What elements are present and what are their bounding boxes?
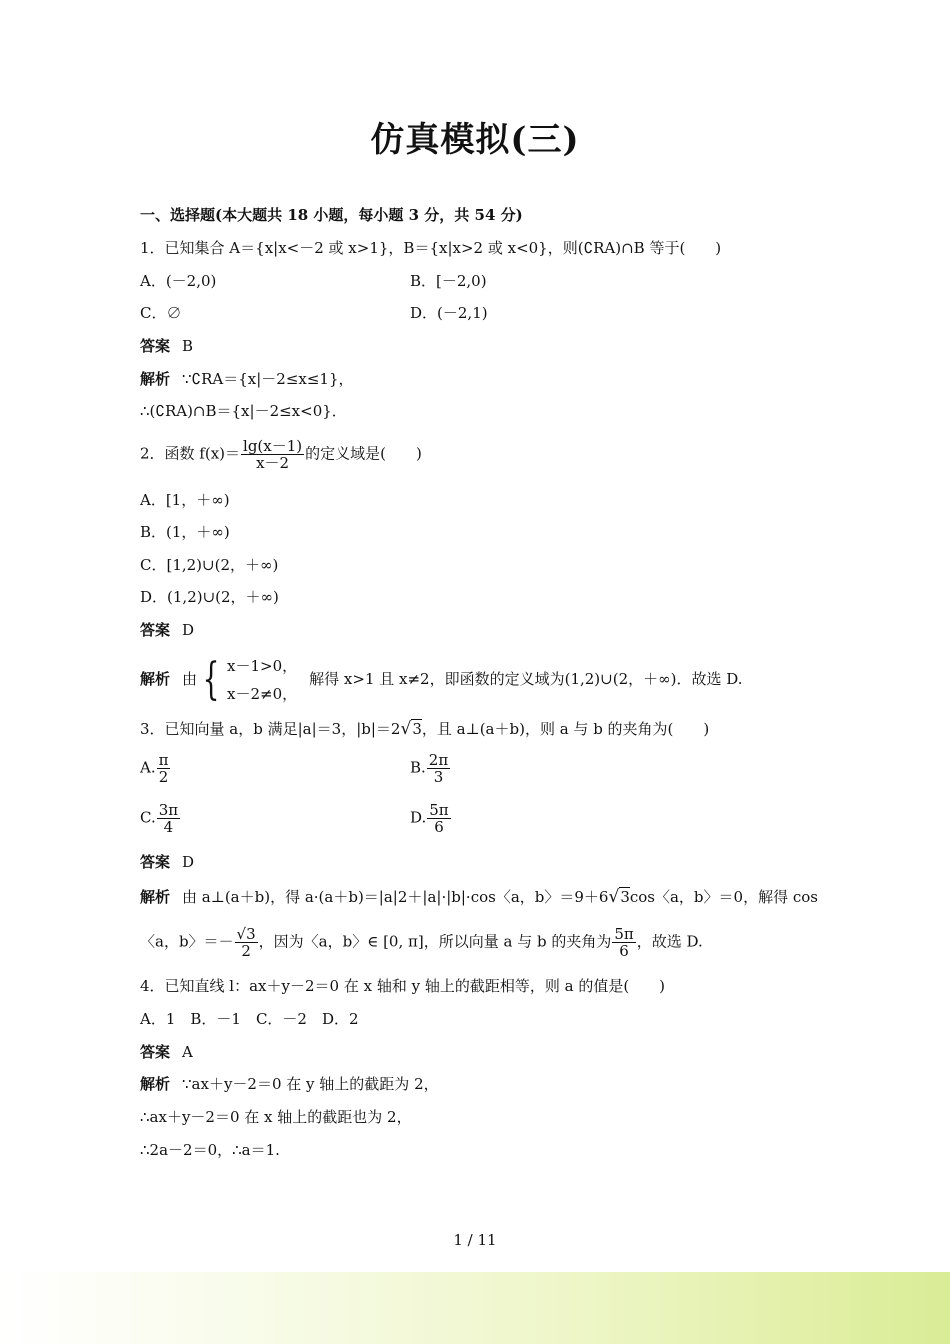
answer-value: A bbox=[182, 1043, 193, 1061]
q3-answer bbox=[140, 851, 194, 873]
analysis-fraction bbox=[612, 926, 635, 959]
option-fraction bbox=[427, 752, 450, 785]
answer-label: 答案 bbox=[140, 1043, 171, 1061]
analysis-text: 由 a⊥(a＋b)，得 a·(a＋b)＝|a|2＋|a|·|b|·cos〈a，b〉＝9＋6 bbox=[182, 888, 609, 906]
fraction-denominator: 4 bbox=[163, 818, 174, 836]
analysis-text: ∵∁RA＝{x|－2≤x≤1}， bbox=[182, 370, 354, 388]
decorative-footer-band bbox=[0, 1272, 950, 1344]
q4-analysis-1 bbox=[140, 1073, 439, 1095]
q2-stem-pre: 2．函数 f(x)＝ bbox=[140, 444, 241, 463]
q3-analysis-2 bbox=[140, 926, 703, 959]
analysis-post: 解得 x>1 且 x≠2，即函数的定义域为(1,2)∪(2，＋∞)．故选 D. bbox=[309, 670, 743, 688]
answer-label: 答案 bbox=[140, 337, 171, 355]
answer-value: B bbox=[182, 337, 194, 355]
analysis-label: 解析 bbox=[140, 670, 171, 688]
q3-stem: 3．已知向量 a，b 满足|a|＝3，|b|＝2√3，且 a⊥(a＋b)，则 a 与 b 的夹角为( ) bbox=[140, 719, 710, 739]
q1-option-a: A．(－2,0) bbox=[140, 272, 217, 290]
option-fraction bbox=[157, 802, 180, 835]
q4-stem: 4．已知直线 l：ax＋y－2＝0 在 x 轴和 y 轴上的截距相等，则 a 的值是( ) bbox=[140, 977, 666, 995]
answer-value: D bbox=[182, 853, 195, 871]
option-fraction bbox=[427, 802, 450, 835]
q2-option-b: B．(1，＋∞) bbox=[140, 523, 230, 541]
q1-option-d: D．(－2,1) bbox=[410, 304, 488, 322]
analysis-text: ∵ax＋y－2＝0 在 y 轴上的截距为 2， bbox=[182, 1075, 439, 1093]
q2-option-a: A．[1，＋∞) bbox=[140, 491, 230, 509]
fraction-denominator: 6 bbox=[619, 942, 629, 960]
system-line: x－2≠0， bbox=[227, 685, 298, 703]
q2-option-d: D．(1,2)∪(2，＋∞) bbox=[140, 588, 279, 606]
page-title: 仿真模拟(三) bbox=[370, 120, 580, 160]
q1-analysis-2: ∴(∁RA)∩B＝{x|－2≤x<0}． bbox=[140, 402, 347, 420]
analysis-fraction bbox=[235, 926, 258, 959]
q2-option-c: C．[1,2)∪(2，＋∞) bbox=[140, 556, 279, 574]
q3-stem-post: ，且 a⊥(a＋b)，则 a 与 b 的夹角为( ) bbox=[421, 720, 710, 738]
q2-answer bbox=[140, 619, 194, 641]
analysis-text: ，因为〈a，b〉∈ [0, π]，所以向量 a 与 b 的夹角为 bbox=[258, 932, 612, 951]
option-label: D. bbox=[410, 808, 427, 827]
fraction-numerator: lg(x－1) bbox=[243, 437, 303, 455]
fraction-denominator: 6 bbox=[434, 818, 444, 836]
q1-analysis-1 bbox=[140, 368, 354, 390]
section-heading: 一、选择题(本大题共 18 小题，每小题 3 分，共 54 分) bbox=[140, 206, 523, 224]
analysis-text: ，故选 D. bbox=[636, 932, 703, 951]
fraction-numerator: √3 bbox=[236, 925, 256, 943]
q1-answer bbox=[140, 335, 193, 357]
answer-value: D bbox=[182, 621, 195, 639]
q2-analysis bbox=[140, 652, 743, 708]
q1-stem: 1．已知集合 A＝{x|x<－2 或 x>1}，B＝{x|x>2 或 x<0}，则(∁RA)∩B 等于( ) bbox=[140, 239, 722, 257]
q4-options: A．1 B．－1 C．－2 D．2 bbox=[140, 1010, 359, 1028]
option-label: B. bbox=[410, 758, 426, 777]
q3-option-d bbox=[410, 802, 452, 835]
q3-option-a bbox=[140, 752, 171, 785]
q3-option-b bbox=[410, 752, 451, 785]
fraction-denominator: x－2 bbox=[256, 454, 290, 472]
analysis-label: 解析 bbox=[140, 888, 171, 906]
q2-stem-post: 的定义域是( ) bbox=[305, 444, 422, 463]
analysis-label: 解析 bbox=[140, 370, 171, 388]
fraction-denominator: 3 bbox=[433, 768, 444, 786]
equation-system bbox=[197, 652, 297, 708]
q4-analysis-2: ∴ax＋y－2＝0 在 x 轴上的截距也为 2， bbox=[140, 1108, 412, 1126]
q4-answer bbox=[140, 1041, 193, 1063]
sqrt-radicand: 3 bbox=[412, 720, 422, 738]
analysis-text: 〈a，b〉＝－ bbox=[140, 932, 234, 951]
fraction-numerator: 5π bbox=[429, 801, 449, 819]
sqrt-radicand: 3 bbox=[620, 888, 630, 906]
q2-fraction bbox=[241, 438, 304, 471]
page-number: 1 / 11 bbox=[453, 1231, 497, 1249]
left-brace: { bbox=[202, 654, 220, 705]
answer-label: 答案 bbox=[140, 621, 171, 639]
q3-stem-pre: 3．已知向量 a，b 满足|a|＝3，|b|＝2 bbox=[140, 720, 401, 738]
q3-analysis-1: 解析 由 a⊥(a＋b)，得 a·(a＋b)＝|a|2＋|a|·|b|·cos〈a，b〉＝9＋6√3cos〈a，b〉＝0，解得 cos bbox=[140, 887, 818, 907]
system-line: x－1>0， bbox=[227, 657, 298, 675]
option-label: A. bbox=[140, 758, 156, 777]
answer-label: 答案 bbox=[140, 853, 171, 871]
q4-analysis-3: ∴2a－2＝0，∴a＝1. bbox=[140, 1141, 280, 1159]
analysis-text: cos〈a，b〉＝0，解得 cos bbox=[629, 888, 818, 906]
q1-option-b: B．[－2,0) bbox=[410, 272, 487, 290]
fraction-numerator: 2π bbox=[428, 751, 449, 769]
fraction-numerator: 5π bbox=[614, 925, 634, 943]
analysis-label: 解析 bbox=[140, 1075, 171, 1093]
option-fraction bbox=[157, 752, 171, 785]
fraction-denominator: 2 bbox=[241, 942, 251, 960]
analysis-pre: 由 bbox=[182, 670, 198, 688]
fraction-numerator: π bbox=[158, 751, 169, 769]
q1-option-c: C．∅ bbox=[140, 304, 182, 322]
q3-option-c bbox=[140, 802, 181, 835]
q2-stem bbox=[140, 438, 422, 471]
option-label: C. bbox=[140, 808, 156, 827]
fraction-numerator: 3π bbox=[158, 801, 179, 819]
fraction-denominator: 2 bbox=[158, 768, 169, 786]
